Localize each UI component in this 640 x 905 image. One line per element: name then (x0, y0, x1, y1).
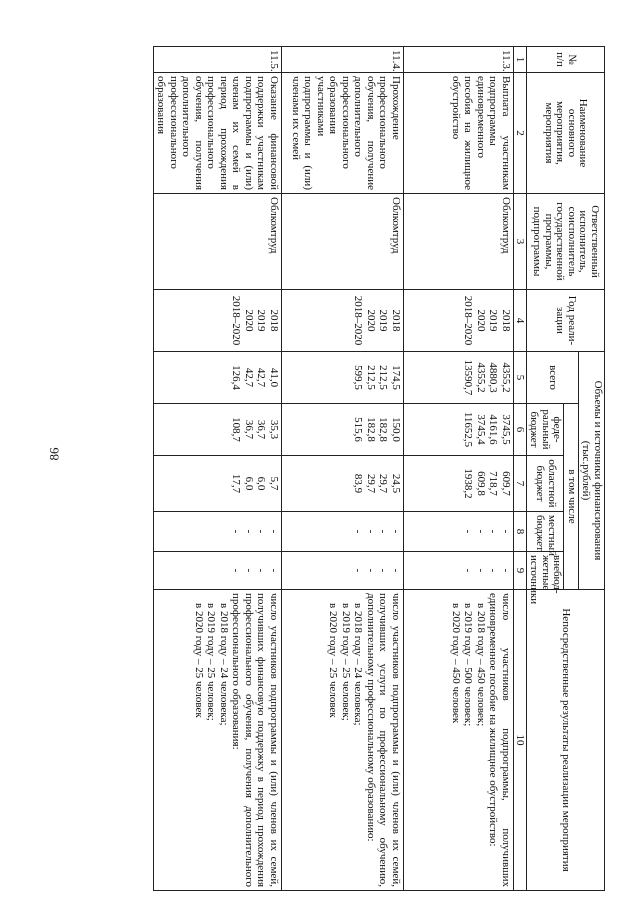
year-value: 2020 (243, 309, 255, 332)
year-value: 2018 (500, 309, 512, 332)
total-value: 174,5 (390, 365, 402, 390)
federal-value: 182,8 (377, 417, 390, 442)
executor: Облкомтруд (404, 194, 514, 290)
column-number: 7 (514, 456, 527, 512)
regional-value: 83,9 (352, 473, 365, 494)
column-number: 5 (514, 352, 527, 404)
local-value: - (390, 529, 402, 534)
local-value: - (365, 529, 377, 534)
local-value: - (377, 529, 390, 534)
extrabudget-value: - (500, 568, 512, 573)
year-value: 2018–2020 (462, 295, 475, 346)
rotated-table-page (155, 46, 605, 890)
federal-value: 108,7 (230, 417, 243, 442)
local-cell (404, 512, 514, 552)
table-row (154, 47, 282, 891)
column-number: 8 (514, 512, 527, 552)
regional-value: 5,7 (268, 476, 280, 491)
results-line: в 2019 году – 25 человек; (205, 603, 218, 721)
header-federal: феде-ральный бюджет (527, 404, 565, 456)
extrabudget-value: - (365, 568, 377, 573)
total-cell (154, 352, 282, 404)
extrabudget-value: - (268, 568, 280, 573)
regional-value: 6,0 (243, 476, 255, 491)
year-value: 2020 (365, 309, 377, 332)
extrabudget-value: - (487, 568, 500, 573)
extrabudget-value: - (230, 568, 243, 573)
results-line: в 2018 году – 24 человека; (218, 603, 230, 726)
year-value: 2020 (475, 309, 487, 332)
results-text: число участников подпрограммы и (или) членов их семей, получивших финансовую поддержку в период прохождения профессионального обучения, получения дополнительного профессионального образования: (230, 593, 280, 888)
header-number: № п/п (527, 47, 605, 73)
results-line: в 2018 году – 24 человека; (352, 603, 365, 726)
federal-value: 182,8 (365, 417, 377, 442)
extrabudget-value: - (377, 568, 390, 573)
results-cell (154, 590, 282, 891)
total-cell (282, 352, 404, 404)
year-value: 2018 (268, 309, 280, 332)
total-value: 4355,2 (500, 362, 512, 393)
regional-value: 609,8 (475, 471, 487, 496)
federal-cell (282, 404, 404, 456)
local-value: - (243, 529, 255, 534)
year-value: 2018–2020 (230, 295, 243, 346)
results-cell (404, 590, 514, 891)
executor: Облкомтруд (282, 194, 404, 290)
total-cell (404, 352, 514, 404)
results-text: число участников подпрограммы и (или) членов их семей, получивших услуги по профессиональному обучению, дополнительному профессиональному образованию: (365, 593, 402, 888)
regional-cell (282, 456, 404, 512)
table-header (514, 47, 605, 891)
page-number: 86 (46, 447, 62, 461)
total-value: 4355,2 (475, 362, 487, 393)
column-number: 3 (514, 194, 527, 290)
total-value: 42,7 (243, 367, 255, 388)
federal-value: 150,0 (390, 417, 402, 442)
header-funding: Объемы и источники финансирования (тыс.рублей) (579, 352, 605, 590)
results-cell (282, 590, 404, 891)
local-cell (282, 512, 404, 552)
extrabudget-cell (282, 552, 404, 590)
results-line: в 2020 году – 25 человек (327, 603, 340, 718)
local-value: - (230, 529, 243, 534)
total-value: 212,5 (365, 365, 377, 390)
results-line: в 2020 году – 450 человек (450, 603, 462, 724)
total-value: 126,4 (230, 365, 243, 390)
federal-value: 11652,5 (462, 411, 475, 448)
extrabudget-cell (154, 552, 282, 590)
local-value: - (268, 529, 280, 534)
local-value: - (462, 529, 475, 534)
column-number: 9 (514, 552, 527, 590)
federal-cell (404, 404, 514, 456)
table-row (282, 47, 404, 891)
total-value: 4880,3 (487, 362, 500, 393)
row-number: 11.3. (404, 47, 514, 73)
row-number: 11.4. (282, 47, 404, 73)
header-local: местный бюджет (527, 512, 565, 552)
regional-value: 29,7 (365, 473, 377, 494)
results-line: в 2018 году – 450 человек; (475, 603, 487, 727)
total-value: 599,5 (352, 365, 365, 390)
header-extrabudget: внебюд-жетные источники (527, 552, 565, 590)
total-value: 41,0 (268, 367, 280, 388)
years-cell (282, 290, 404, 352)
year-value: 2018 (390, 309, 402, 332)
regional-value: 17,7 (230, 473, 243, 494)
program-measures-table (153, 46, 605, 891)
regional-value: 29,7 (377, 473, 390, 494)
total-value: 212,5 (377, 365, 390, 390)
total-value: 13590,7 (462, 359, 475, 396)
header-total: всего (527, 352, 579, 404)
column-number: 2 (514, 73, 527, 194)
federal-cell (154, 404, 282, 456)
header-results: Непосредственные результаты реализации мероприятия (527, 590, 605, 891)
column-number: 1 (514, 47, 527, 73)
federal-value: 36,7 (255, 419, 268, 440)
year-value: 2019 (255, 309, 268, 332)
header-executor: Ответственный исполнитель, соисполнитель государственной программы, подпрограммы (527, 194, 605, 290)
federal-value: 35,3 (268, 419, 280, 440)
column-number: 4 (514, 290, 527, 352)
regional-value: 1938,2 (462, 468, 475, 499)
federal-value: 4161,6 (487, 414, 500, 445)
table-row (404, 47, 514, 891)
row-number: 11.5. (154, 47, 282, 73)
local-value: - (500, 529, 512, 534)
local-value: - (475, 529, 487, 534)
header-regional: областной бюджет (527, 456, 565, 512)
extrabudget-value: - (390, 568, 402, 573)
year-value: 2018–2020 (352, 295, 365, 346)
measure-name: Оказание финансовой поддержки участникам подпрограммы и (или) членам их семей в период прохождения профессионального обучения, получения дополнительного профессионального образования (154, 73, 282, 194)
extrabudget-value: - (352, 568, 365, 573)
header-year: Год реали-зации (527, 290, 605, 352)
years-cell (154, 290, 282, 352)
year-value: 2019 (377, 309, 390, 332)
column-number: 6 (514, 404, 527, 456)
extrabudget-cell (404, 552, 514, 590)
federal-value: 36,7 (243, 419, 255, 440)
results-text: число участников подпрограммы, получивших единовременное пособие на жилищное обустройство: (487, 593, 512, 888)
federal-value: 3745,5 (500, 414, 512, 445)
federal-value: 3745,4 (475, 414, 487, 445)
total-value: 42,7 (255, 367, 268, 388)
header-measure-name: Наименование основного мероприятия, мероприятия (527, 73, 605, 194)
executor: Облкомтруд (154, 194, 282, 290)
measure-name: Прохождение профессионального обучения, получение дополнительного профессионального образования участниками подпрограммы и (или) членами их семей (282, 73, 404, 194)
local-cell (154, 512, 282, 552)
regional-cell (404, 456, 514, 512)
extrabudget-value: - (462, 568, 475, 573)
results-line: в 2019 году – 25 человек; (340, 603, 352, 721)
federal-value: 515,6 (352, 417, 365, 442)
column-number: 10 (514, 590, 527, 891)
regional-value: 609,7 (500, 471, 512, 496)
year-value: 2019 (487, 309, 500, 332)
column-number-row (514, 47, 527, 891)
local-value: - (487, 529, 500, 534)
extrabudget-value: - (243, 568, 255, 573)
extrabudget-value: - (255, 568, 268, 573)
regional-value: 6,0 (255, 476, 268, 491)
regional-value: 24,5 (390, 473, 402, 494)
results-line: в 2019 году – 500 человек; (462, 603, 475, 727)
regional-cell (154, 456, 282, 512)
regional-value: 718,7 (487, 471, 500, 496)
results-line: в 2020 году – 25 человек (193, 603, 205, 718)
measure-name: Выплата участникам подпрограммы единовременного пособия на жилищное обустройство (404, 73, 514, 194)
header-including: в том числе (564, 404, 579, 590)
local-value: - (352, 529, 365, 534)
years-cell (404, 290, 514, 352)
local-value: - (255, 529, 268, 534)
extrabudget-value: - (475, 568, 487, 573)
